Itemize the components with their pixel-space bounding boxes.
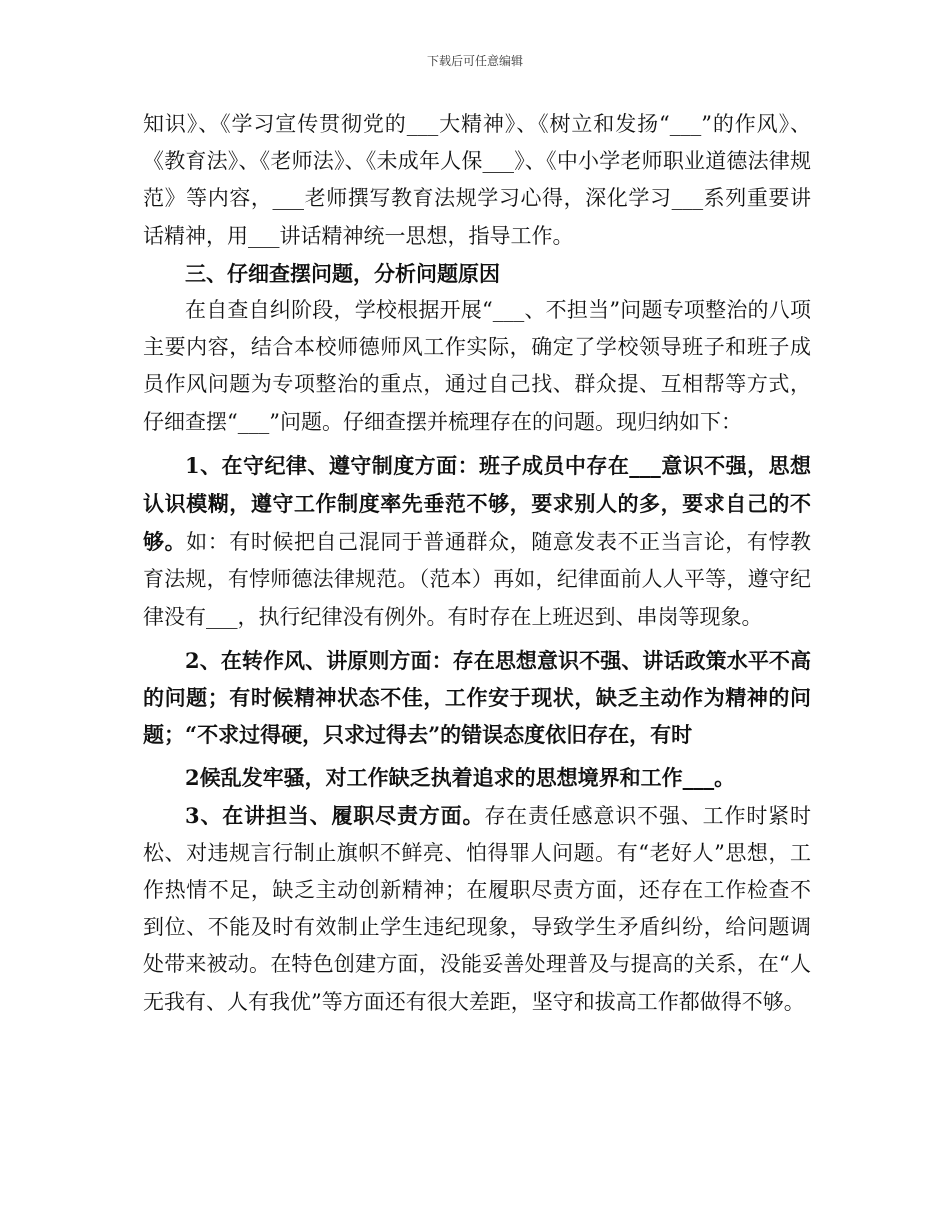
section-heading-3: 三、仔细查摆问题，分析问题原因: [185, 260, 500, 286]
paragraph-item-2: 2、在转作风、讲原则方面：存在思想意识不强、讲话政策水平不高的问题；有时候精神状态不佳，工作安于现状，缺乏主动作为精神的问题；“不求过得硬，只求过得去”的错误态度依旧存在，有时: [143, 647, 811, 748]
document-body: [143, 106, 811, 1021]
item-3-body: 存在责任感意识不强、工作时紧时松、对违规言行制止旗帜不鲜亮、怕得罪人问题。有“老好人”思想，工作热情不足，缺乏主动创新精神；在履职尽责方面，还存在工作检查不到位、不能及时有效制止学生违纪现象，导致学生矛盾纠纷，给问题调处带来被动。在特色创建方面，没能妥善处理普及与提高的关系，在“人无我有、人有我优”等方面还有很大差距，坚守和拔高工作都做得不够。: [143, 803, 811, 1014]
item-3-heading: 3、在讲担当、履职尽责方面。: [185, 802, 485, 828]
item-1-heading: 1、在守纪律、遵守制度方面：班子成员中存在___意识不强，思想认识模糊，遵守工作制度率先垂范不够，要求别人的多，要求自己的不够。: [143, 452, 811, 555]
item-1-body: 如：有时候把自己混同于普通群众，随意发表不正当言论，有悖教育法规，有悖师德法律规范。（范本）再如，纪律面前人人平等，遵守纪律没有___，执行纪律没有例外。有时存在上班迟到、串岗等现象。: [143, 530, 812, 629]
paragraph-item-2-continued: 2候乱发牢骚，对工作缺乏执着追求的思想境界和工作___。: [185, 765, 736, 791]
paragraph-self-check: 在自查自纠阶段，学校根据开展“___、不担当”问题专项整治的八项主要内容，结合本校师德师风工作实际，确定了学校领导班子和班子成员作风问题为专项整治的重点，通过自己找、群众提、互相帮等方式，仔细查摆“___”问题。仔细查摆并梳理存在的问题。现归纳如下：: [143, 298, 811, 434]
page-header: 下载后可任意编辑: [426, 54, 523, 68]
paragraph-study-content: 知识》、《学习宣传贯彻党的___大精神》、《树立和发扬“___”的作风》、《教育法》、《老师法》、《未成年人保___》、《中小学老师职业道德法律规范》等内容，___老师撰写教育法规学习心得，深化学习___系列重要讲话精神，用___讲话精神统一思想，指导工作。: [143, 112, 811, 248]
paragraph-item-3: [143, 797, 811, 1021]
paragraph-item-1: [143, 447, 811, 636]
